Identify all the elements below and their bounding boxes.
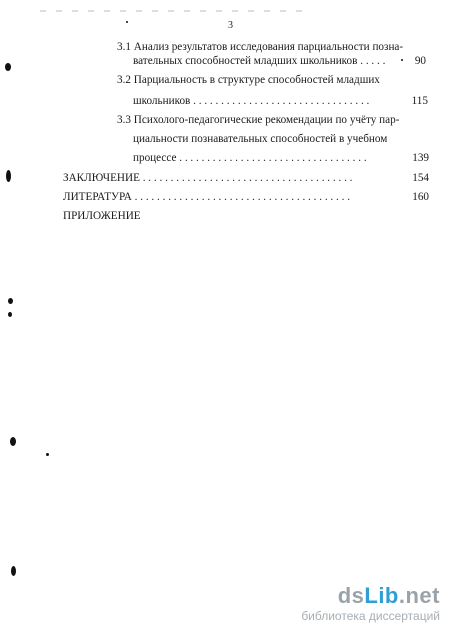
binding-hole-mark <box>5 63 11 71</box>
binding-hole-mark <box>8 312 12 317</box>
watermark-logo <box>301 585 440 607</box>
binding-hole-mark <box>10 437 16 446</box>
top-scan-marks <box>40 0 310 3</box>
watermark-subtitle: библиотека диссертаций <box>301 609 440 623</box>
toc-conclusion: ЗАКЛЮЧЕНИЕ . . . . . . . . . . . . . . . . . . . . . . . . . . . . . . . . . . . . . . <box>63 172 353 184</box>
watermark <box>301 585 440 623</box>
toc-3-1-line2: вательных способностей младших школьников . . . . . <box>133 55 386 67</box>
toc-literature: ЛИТЕРАТУРА . . . . . . . . . . . . . . . . . . . . . . . . . . . . . . . . . . . . . . . <box>63 191 350 203</box>
page-number: 3 <box>228 20 233 31</box>
toc-3-1-page: 90 <box>414 55 426 67</box>
toc-3-3-line2: циальности познавательных способностей в учебном <box>133 133 388 145</box>
scan-dash-marks <box>40 10 310 13</box>
toc-3-3-page: 139 <box>412 152 429 164</box>
toc-3-2-line2: школьников . . . . . . . . . . . . . . . . . . . . . . . . . . . . . . . . <box>133 95 370 107</box>
watermark-net: .net <box>398 583 440 608</box>
toc-3-3-line1: 3.3 Психолого-педагогические рекомендации по учёту пар- <box>117 114 400 126</box>
toc-3-2-line1: 3.2 Парциальность в структуре способностей младших <box>117 74 380 86</box>
toc-3-1-line1: 3.1 Анализ результатов исследования парциальности позна- <box>117 41 404 53</box>
toc-3-2-page: 115 <box>411 95 428 107</box>
watermark-lib: Lib <box>364 583 399 608</box>
toc-3-3-line3: процессе . . . . . . . . . . . . . . . . . . . . . . . . . . . . . . . . . . <box>133 152 367 164</box>
toc-literature-page: 160 <box>412 191 429 203</box>
binding-hole-mark <box>6 170 11 182</box>
binding-hole-mark <box>8 298 13 304</box>
watermark-ds: ds <box>337 583 365 608</box>
speck <box>46 453 49 456</box>
toc-conclusion-page: 154 <box>412 172 429 184</box>
toc-appendix: ПРИЛОЖЕНИЕ <box>63 210 141 222</box>
speck <box>126 21 128 23</box>
binding-hole-mark <box>11 566 16 576</box>
